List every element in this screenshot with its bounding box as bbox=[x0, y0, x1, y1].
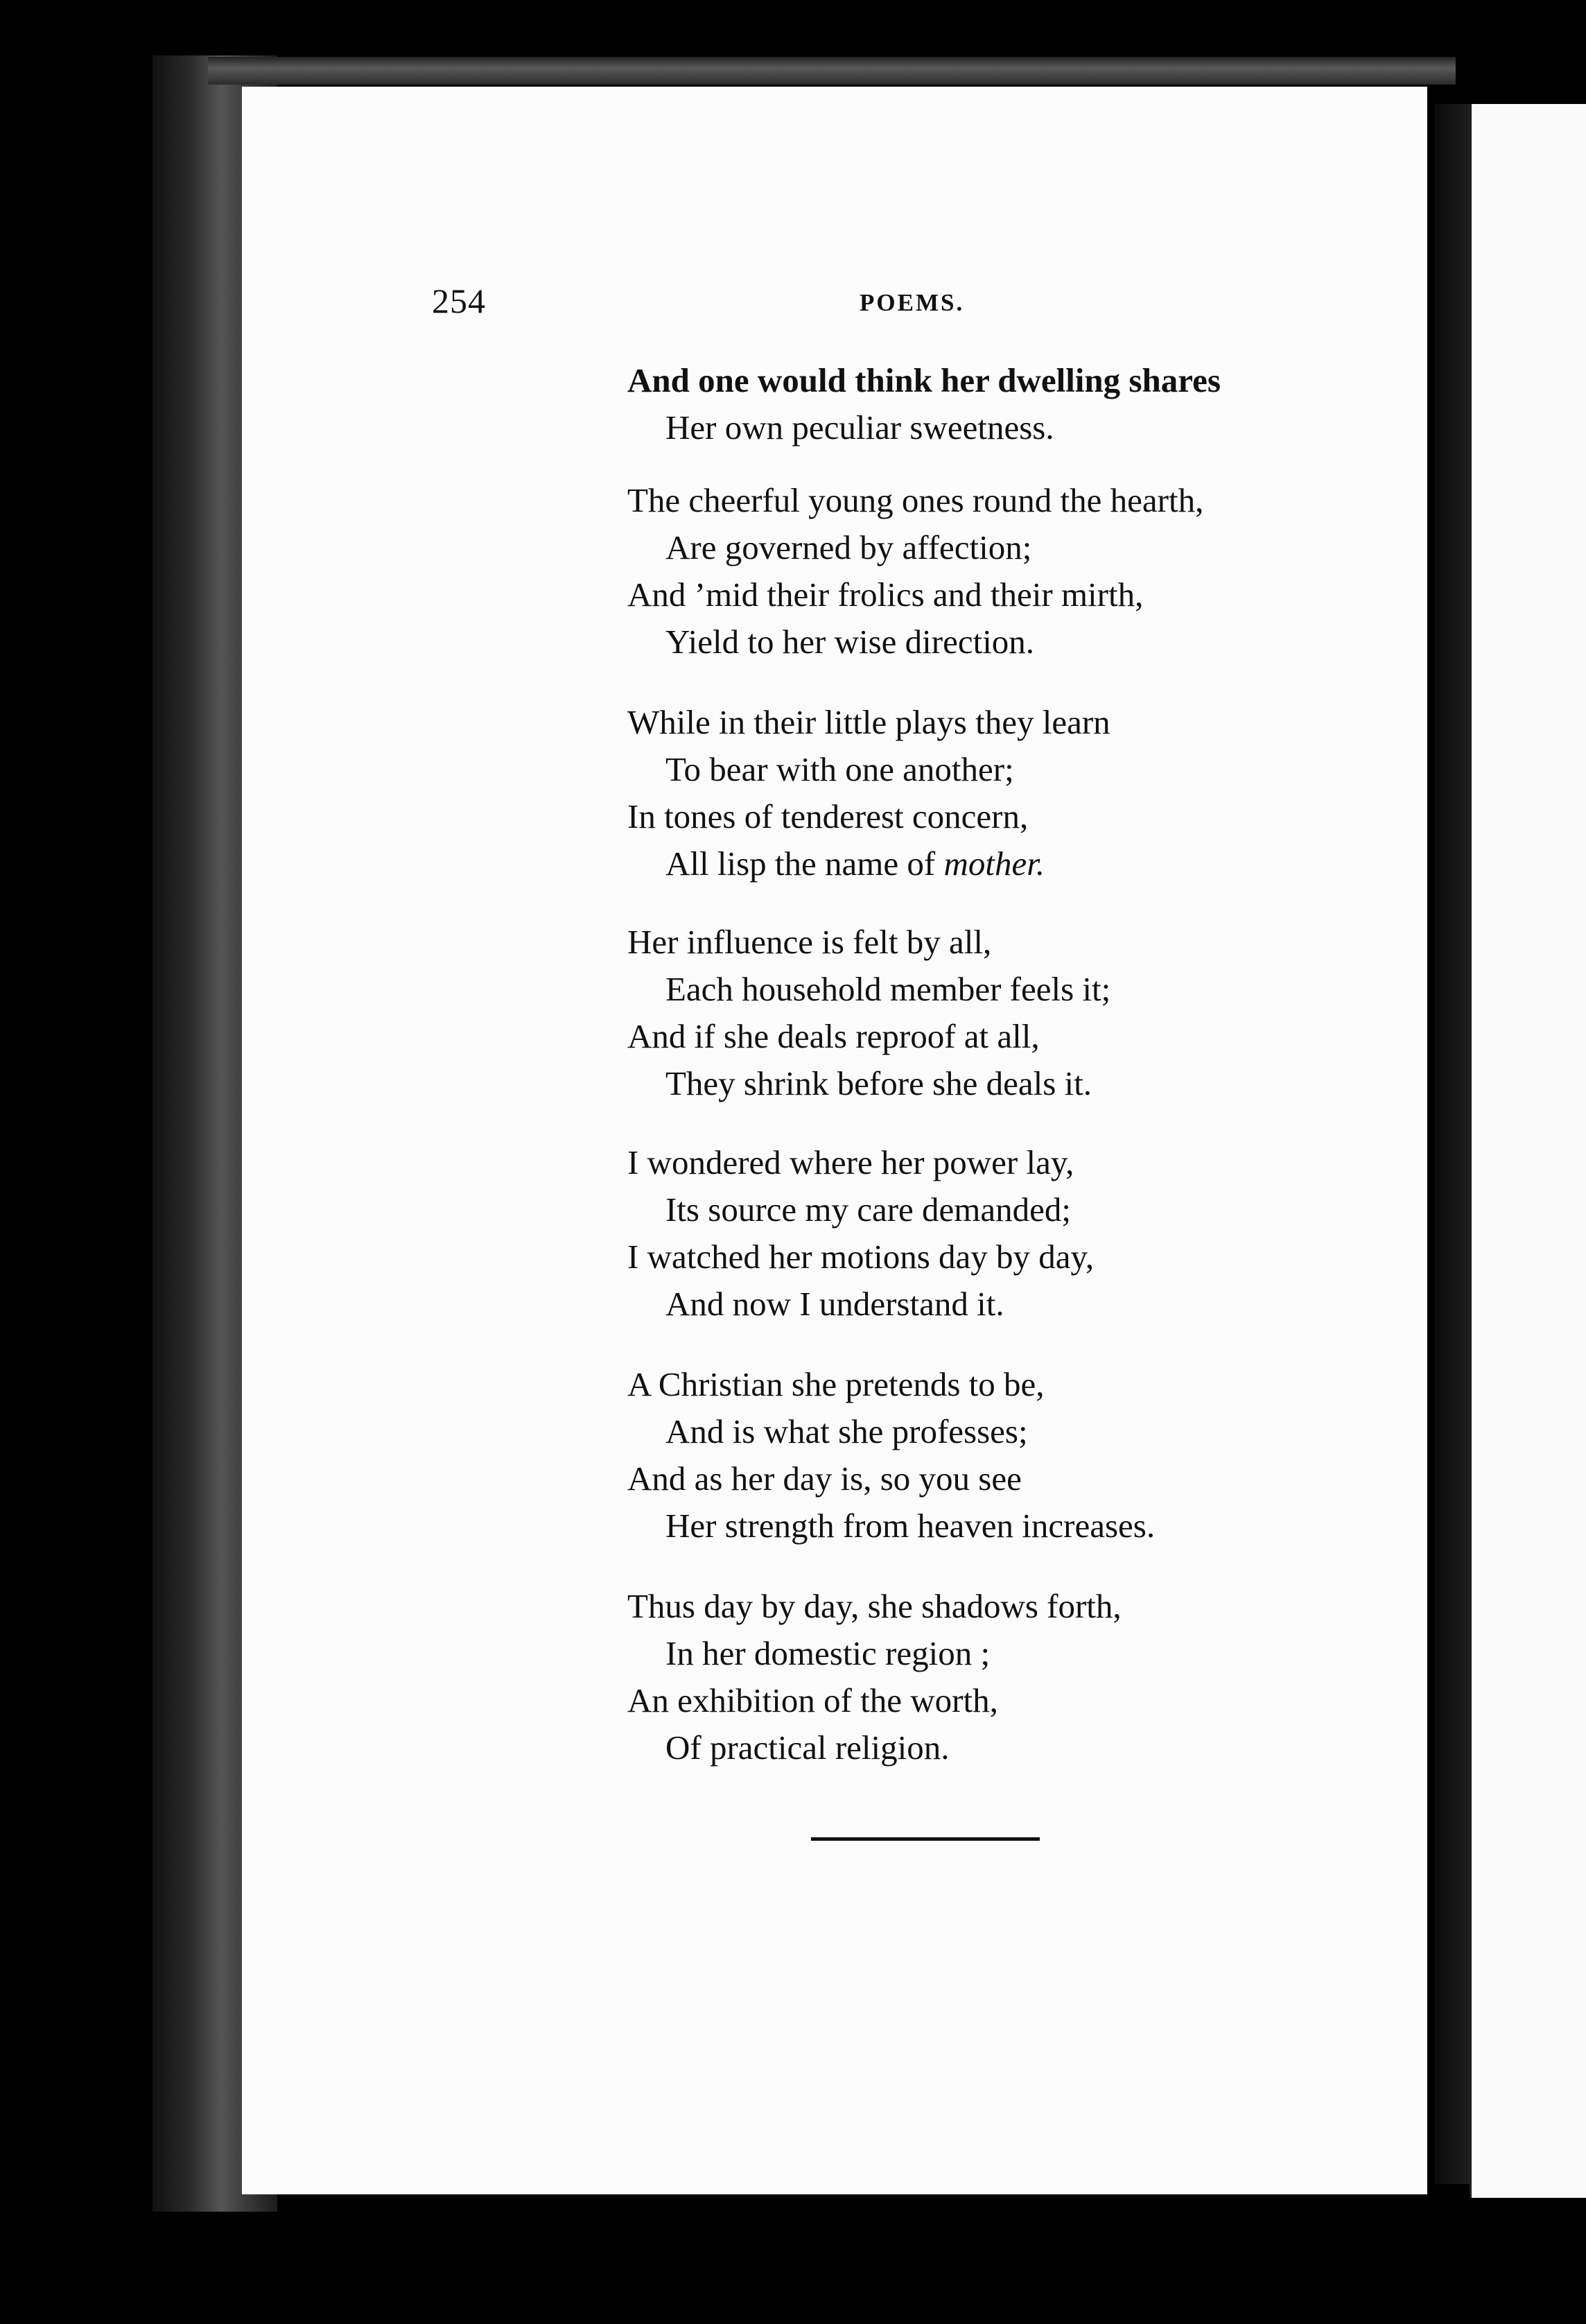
page-header bbox=[239, 281, 1424, 322]
poem-line: An exhibition of the worth, bbox=[627, 1681, 998, 1719]
poem-line: I watched her motions day by day, bbox=[627, 1238, 1095, 1276]
poem-line: Yield to her wise direction. bbox=[665, 623, 1035, 661]
page-edge-top bbox=[208, 57, 1456, 85]
poem-line: They shrink before she deals it. bbox=[665, 1064, 1092, 1102]
poem-line: Of practical religion. bbox=[665, 1728, 950, 1767]
poem-line: In her domestic region ; bbox=[665, 1634, 991, 1672]
stanza-5 bbox=[627, 1139, 1445, 1328]
poem-line: A Christian she pretends to be, bbox=[627, 1365, 1045, 1403]
poem-line: While in their little plays they learn bbox=[627, 703, 1110, 741]
page-number: 254 bbox=[432, 281, 486, 320]
emphasized-word: mother. bbox=[943, 844, 1045, 883]
poem-line: The cheerful young ones round the hearth, bbox=[627, 481, 1204, 519]
poem-line-text: All lisp the name of bbox=[665, 844, 936, 883]
poem-line: And as her day is, so you see bbox=[627, 1459, 1022, 1498]
poem-line: Each household member feels it; bbox=[665, 970, 1111, 1008]
poem-line: Thus day by day, she shadows forth, bbox=[627, 1587, 1122, 1625]
section-end-rule bbox=[811, 1837, 1040, 1841]
poem-line: Its source my care demanded; bbox=[665, 1190, 1072, 1229]
poem-line: In tones of tenderest concern, bbox=[627, 797, 1029, 835]
poem-line bbox=[627, 840, 1445, 887]
running-title: POEMS. bbox=[860, 289, 965, 316]
poem-line: And ’mid their frolics and their mirth, bbox=[627, 575, 1144, 614]
poem-line: I wondered where her power lay, bbox=[627, 1143, 1074, 1181]
stanza-3 bbox=[627, 699, 1445, 887]
facing-page bbox=[1470, 104, 1586, 2198]
poem-line: Are governed by affection; bbox=[665, 528, 1032, 566]
poem-line: Her own peculiar sweetness. bbox=[665, 408, 1054, 446]
poem-line: And is what she professes; bbox=[665, 1412, 1028, 1450]
poem-line: Her strength from heaven increases. bbox=[665, 1507, 1156, 1545]
poem-line: Her influence is felt by all, bbox=[627, 923, 992, 961]
stanza-6 bbox=[627, 1361, 1445, 1550]
poem-line: And one would think her dwelling shares bbox=[627, 361, 1221, 399]
poem-line: And now I understand it. bbox=[665, 1285, 1004, 1323]
stanza-4 bbox=[627, 919, 1445, 1107]
stanza-1 bbox=[627, 357, 1445, 451]
stanza-7 bbox=[627, 1583, 1445, 1771]
poem-line: And if she deals reproof at all, bbox=[627, 1017, 1040, 1055]
stanza-2 bbox=[627, 477, 1445, 666]
poem-line: To bear with one another; bbox=[665, 750, 1014, 788]
